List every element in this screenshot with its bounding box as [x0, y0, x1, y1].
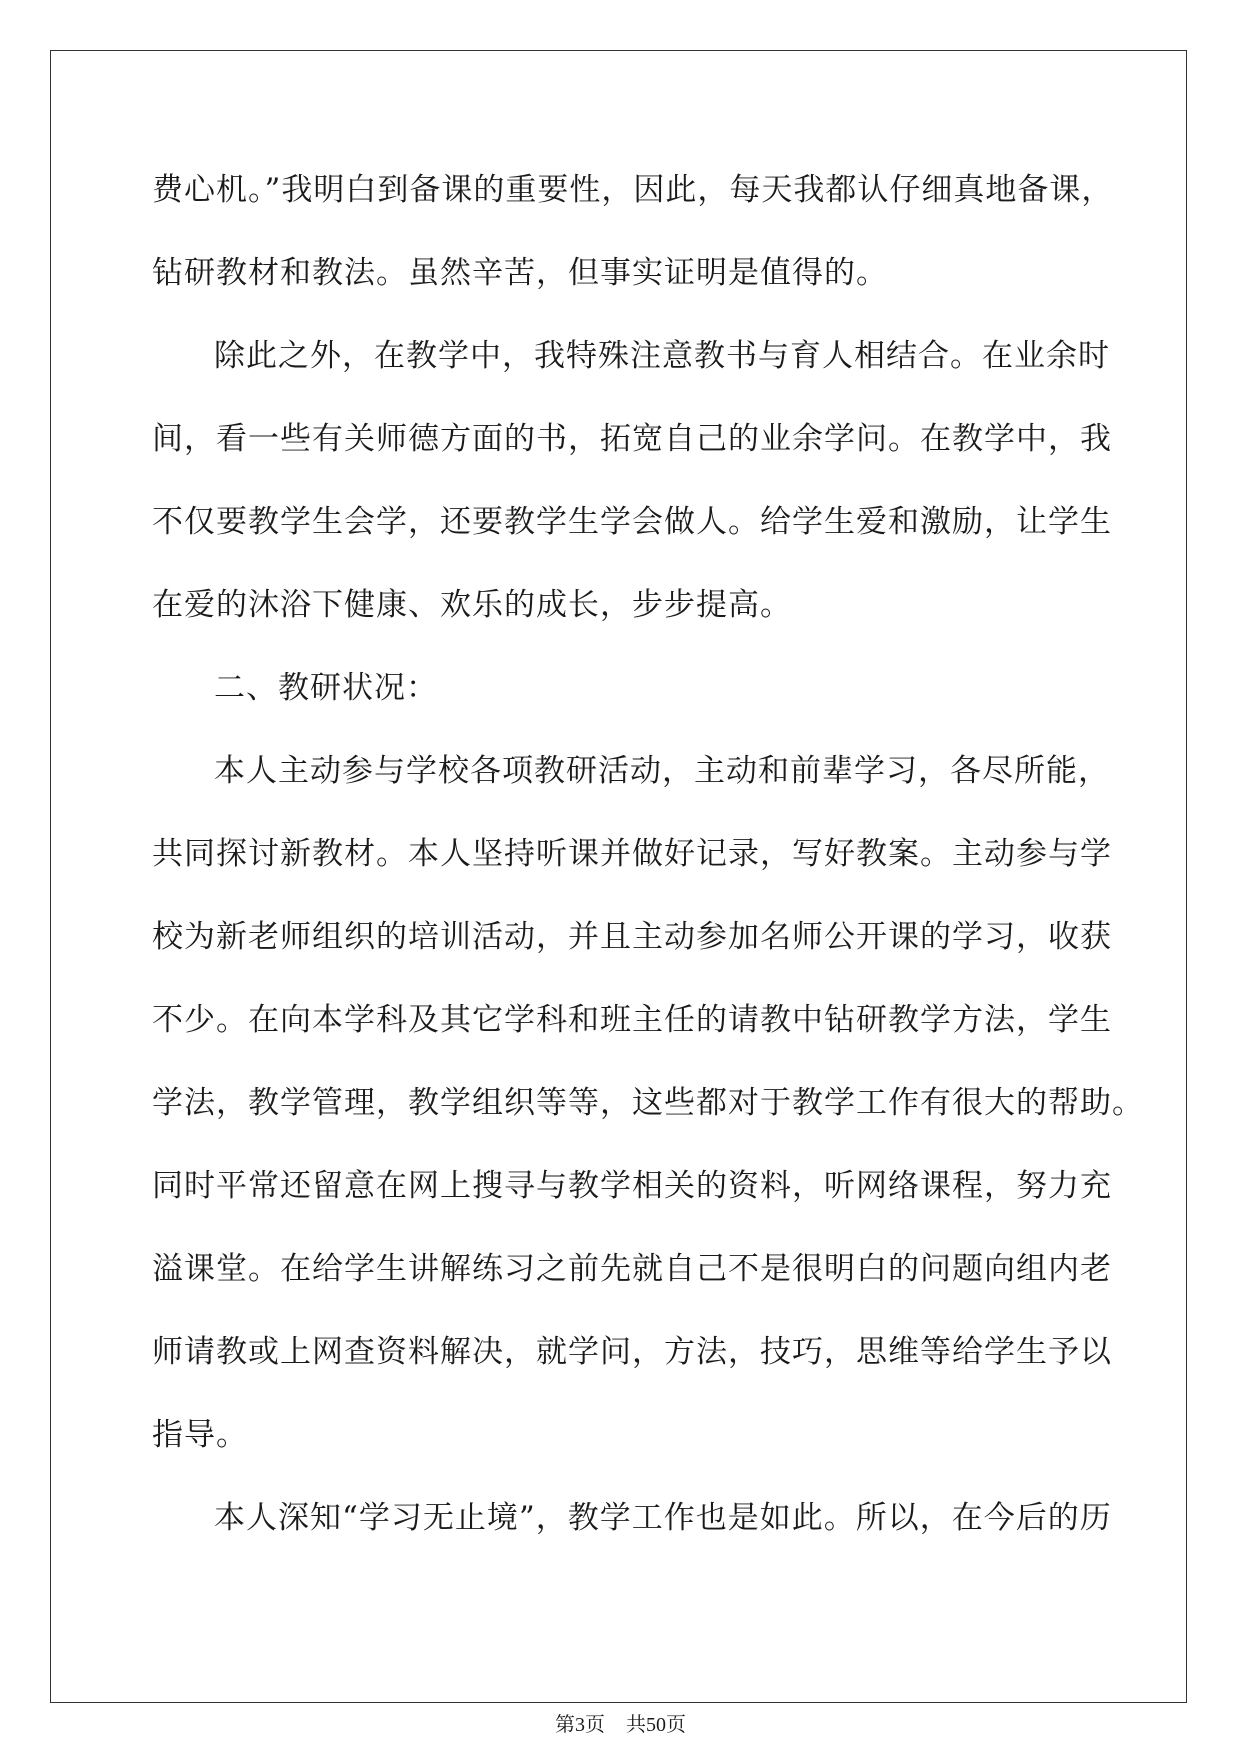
- text-line: 学法，教学管理，教学组织等等，这些都对于教学工作有很大的帮助。: [152, 1085, 1144, 1121]
- page-total: 共50页: [626, 1714, 686, 1736]
- text-line: 同时平常还留意在网上搜寻与教学相关的资料，听网络课程，努力充: [152, 1168, 1112, 1204]
- text-line: 指导。: [152, 1417, 248, 1453]
- text-line: 溢课堂。在给学生讲解练习之前先就自己不是很明白的问题向组内老: [152, 1251, 1112, 1287]
- paragraph-start: 本人主动参与学校各项教研活动，主动和前辈学习，各尽所能，: [214, 753, 1110, 789]
- paragraph-start: 本人深知“学习无止境”，教学工作也是如此。所以，在今后的历: [214, 1500, 1112, 1536]
- text-line: 校为新老师组织的培训活动，并且主动参加名师公开课的学习，收获: [152, 919, 1112, 955]
- text-line: 在爱的沐浴下健康、欢乐的成长，步步提高。: [152, 587, 792, 623]
- text-line: 师请教或上网查资料解决，就学问，方法，技巧，思维等给学生予以: [152, 1334, 1112, 1370]
- text-line: 间，看一些有关师德方面的书，拓宽自己的业余学问。在教学中，我: [152, 421, 1112, 457]
- text-line: 共同探讨新教材。本人坚持听课并做好记录，写好教案。主动参与学: [152, 836, 1112, 872]
- text-line: 钻研教材和教法。虽然辛苦，但事实证明是值得的。: [152, 255, 888, 291]
- paragraph-start: 除此之外，在教学中，我特殊注意教书与育人相结合。在业余时: [214, 338, 1110, 374]
- text-line: 费心机。”我明白到备课的重要性，因此，每天我都认仔细真地备课，: [152, 172, 1114, 208]
- page-number: 第3页: [555, 1714, 605, 1736]
- section-heading: 二、教研状况：: [214, 670, 438, 706]
- text-line: 不仅要教学生会学，还要教学生学会做人。给学生爱和激励，让学生: [152, 504, 1112, 540]
- page-border: [50, 50, 1187, 1703]
- page-footer: [0, 1708, 1241, 1737]
- text-line: 不少。在向本学科及其它学科和班主任的请教中钻研教学方法，学生: [152, 1002, 1112, 1038]
